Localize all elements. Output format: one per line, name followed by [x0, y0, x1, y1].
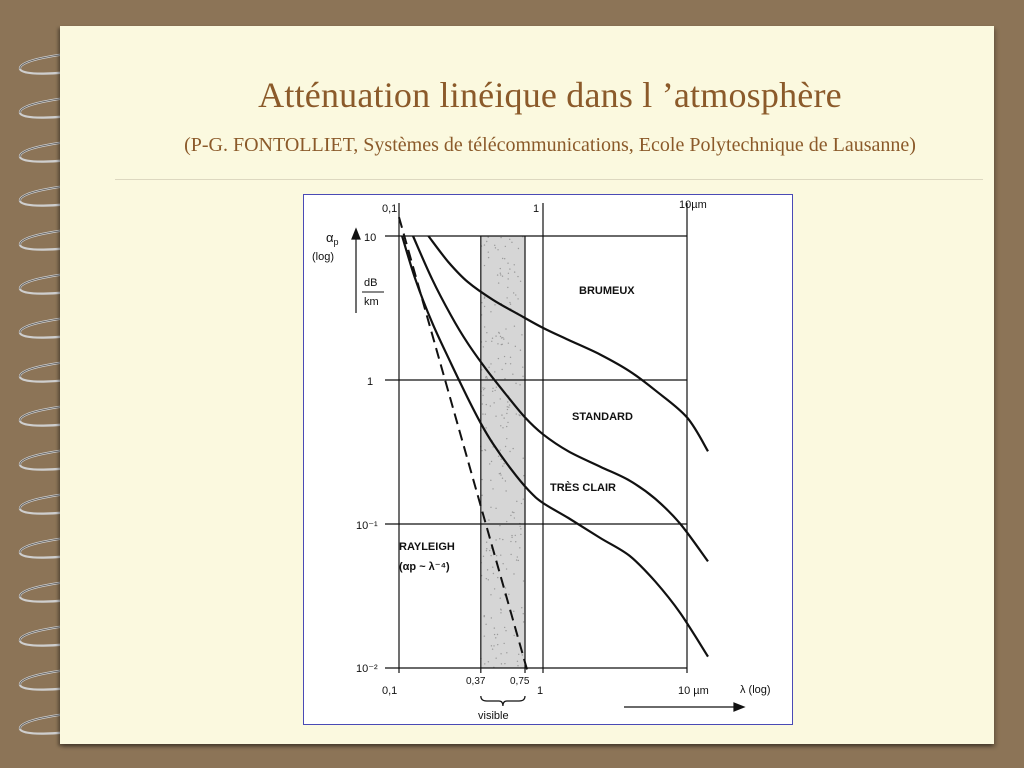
visible-band-texture [509, 404, 510, 405]
series-label-tres-clair: TRÈS CLAIR [550, 482, 616, 494]
visible-band-texture [497, 577, 498, 578]
visible-band-texture [500, 336, 501, 337]
visible-band-texture [490, 594, 491, 595]
visible-band-texture [508, 594, 509, 595]
visible-band-texture [521, 334, 522, 335]
slide-title: Atténuation linéique dans l ’atmosphère [258, 75, 842, 115]
visible-band-texture [515, 346, 516, 347]
visible-band-texture [488, 367, 489, 368]
visible-band-texture [515, 294, 516, 295]
visible-band-texture [494, 627, 495, 628]
visible-band-texture [499, 332, 500, 333]
visible-band-texture [484, 635, 485, 636]
visible-band-texture [500, 474, 501, 475]
visible-band-texture [495, 637, 496, 638]
visible-band-texture [485, 377, 486, 378]
visible-band-texture [501, 414, 502, 415]
visible-band-texture [502, 465, 503, 466]
visible-band-texture [503, 463, 504, 464]
visible-band-texture [502, 539, 503, 540]
visible-band-texture [510, 541, 511, 542]
visible-band-texture [484, 326, 485, 327]
x-axis-label: λ (log) [740, 684, 771, 696]
visible-band-texture [505, 446, 506, 447]
y-arrow-head [352, 229, 360, 239]
visible-band-texture [501, 344, 502, 345]
visible-band-texture [482, 403, 483, 404]
visible-band-texture [523, 458, 524, 459]
visible-band-texture [496, 555, 497, 556]
visible-band-texture [484, 388, 485, 389]
visible-band-texture [504, 378, 505, 379]
visible-band-texture [483, 389, 484, 390]
visible-band-texture [502, 563, 503, 564]
y-tick-10: 10 [364, 232, 377, 244]
visible-band-texture [506, 521, 507, 522]
visible-band-texture [523, 475, 524, 476]
visible-band-texture [501, 337, 502, 338]
visible-band-texture [519, 547, 520, 548]
visible-band-texture [482, 413, 483, 414]
visible-band-texture [481, 450, 482, 451]
visible-band-texture [507, 287, 508, 288]
visible-band-texture [500, 653, 501, 654]
visible-band-texture [500, 609, 501, 610]
visible-band-texture [512, 374, 513, 375]
visible-band-texture [517, 661, 518, 662]
visible-band-texture [505, 246, 506, 247]
visible-band-texture [510, 357, 511, 358]
visible-band-texture [505, 363, 506, 364]
visible-band-texture [491, 341, 492, 342]
visible-band-texture [517, 665, 518, 666]
visible-band-texture [490, 555, 491, 556]
visible-band-texture [518, 654, 519, 655]
visible-band-texture [486, 241, 487, 242]
visible-band-texture [494, 245, 495, 246]
series-label-standard: STANDARD [572, 411, 633, 423]
slide-subtitle: (P-G. FONTOLLIET, Systèmes de télécommunications, Ecole Polytechnique de Lausanne) [184, 134, 916, 156]
visible-band-texture [519, 526, 520, 527]
visible-band-texture [496, 387, 497, 388]
visible-band-texture [497, 274, 498, 275]
visible-band-texture [500, 274, 501, 275]
visible-band-texture [484, 449, 485, 450]
visible-band-texture [498, 358, 499, 359]
visible-band-texture [515, 541, 516, 542]
visible-band-texture [495, 415, 496, 416]
visible-band-texture [504, 627, 505, 628]
visible-band-texture [486, 404, 487, 405]
visible-band-texture [486, 332, 487, 333]
visible-band-texture [520, 534, 521, 535]
visible-band-texture [502, 478, 503, 479]
visible-band-texture [522, 376, 523, 377]
visible-band-texture [492, 566, 493, 567]
visible-band-texture [506, 297, 507, 298]
visible-band-texture [512, 448, 513, 449]
visible-band-texture [520, 528, 521, 529]
visible-band-texture [517, 298, 518, 299]
visible-band-texture [492, 388, 493, 389]
visible-band-texture [488, 237, 489, 238]
visible-band-texture [485, 341, 486, 342]
visible-band-texture [497, 634, 498, 635]
visible-band-texture [516, 559, 517, 560]
band-tick-1: 0,75 [510, 676, 530, 687]
visible-band-texture [507, 409, 508, 410]
visible-band-texture [510, 515, 511, 516]
visible-band-texture [523, 621, 524, 622]
visible-band-texture [488, 661, 489, 662]
visible-band-texture [500, 237, 501, 238]
visible-band-texture [492, 391, 493, 392]
visible-band-texture [485, 624, 486, 625]
visible-band-texture [514, 264, 515, 265]
visible-band-texture [481, 479, 482, 480]
visible-band-texture [500, 268, 501, 269]
visible-band-texture [523, 498, 524, 499]
visible-band-texture [505, 480, 506, 481]
visible-band-texture [507, 406, 508, 407]
visible-band-label: visible [478, 710, 509, 722]
visible-band-texture [516, 413, 517, 414]
visible-band-texture [499, 538, 500, 539]
visible-band-texture [490, 311, 491, 312]
visible-band-texture [509, 239, 510, 240]
top-tick-1: 1 [533, 203, 540, 215]
visible-band-texture [501, 663, 502, 664]
visible-band-texture [485, 414, 486, 415]
visible-band [481, 236, 525, 668]
visible-band-texture [508, 273, 509, 274]
visible-band-texture [520, 350, 521, 351]
visible-band-texture [516, 501, 517, 502]
visible-band-texture [483, 346, 484, 347]
series-label-brumeux: BRUMEUX [579, 285, 635, 297]
visible-band-texture [505, 328, 506, 329]
visible-band-texture [512, 511, 513, 512]
top-tick-0: 0,1 [382, 203, 398, 215]
visible-band-texture [483, 556, 484, 557]
visible-band-texture [494, 371, 495, 372]
visible-band-texture [492, 648, 493, 649]
visible-band-texture [493, 645, 494, 646]
visible-band-texture [491, 645, 492, 646]
visible-band-texture [517, 556, 518, 557]
visible-band-texture [490, 480, 491, 481]
y-axis-log-label: (log) [312, 251, 335, 263]
visible-band-texture [500, 458, 501, 459]
visible-band-texture [485, 427, 486, 428]
visible-band-texture [499, 449, 500, 450]
visible-band-texture [504, 356, 505, 357]
visible-band-texture [500, 425, 501, 426]
visible-band-texture [497, 249, 498, 250]
visible-band-texture [520, 281, 521, 282]
y-axis-label: $\alpha_p$ [326, 230, 339, 247]
visible-band-texture [500, 398, 501, 399]
visible-band-texture [519, 384, 520, 385]
visible-band-texture [513, 635, 514, 636]
visible-band-texture [500, 554, 501, 555]
visible-band-texture [509, 268, 510, 269]
visible-band-texture [488, 579, 489, 580]
visible-band-texture [502, 337, 503, 338]
visible-band-texture [502, 427, 503, 428]
visible-band-texture [486, 542, 487, 543]
visible-band-texture [490, 507, 491, 508]
visible-band-texture [484, 663, 485, 664]
visible-band-texture [500, 273, 501, 274]
visible-band-texture [506, 413, 507, 414]
visible-band-texture [522, 366, 523, 367]
visible-band-texture [495, 335, 496, 336]
y-tick-1: 1 [367, 376, 374, 388]
visible-band-texture [486, 548, 487, 549]
visible-band-texture [494, 304, 495, 305]
visible-band-texture [507, 422, 508, 423]
visible-band-texture [514, 271, 515, 272]
y-tick-0-1: 10⁻¹ [356, 520, 378, 532]
visible-band-texture [518, 248, 519, 249]
title-divider [115, 179, 983, 180]
visible-band-texture [488, 519, 489, 520]
visible-band-texture [505, 587, 506, 588]
visible-band-texture [521, 607, 522, 608]
visible-band-texture [484, 244, 485, 245]
visible-band-texture [507, 262, 508, 263]
visible-band-texture [517, 276, 518, 277]
attenuation-chart [303, 194, 793, 725]
visible-band-texture [493, 402, 494, 403]
visible-band-texture [513, 611, 514, 612]
series-line-brumeux [428, 236, 708, 451]
visible-band-texture [503, 643, 504, 644]
visible-band-texture [489, 463, 490, 464]
visible-band-texture [504, 663, 505, 664]
x-arrow-head [734, 703, 744, 711]
visible-band-texture [497, 343, 498, 344]
visible-band-texture [487, 377, 488, 378]
bottom-tick-0: 0,1 [382, 685, 398, 697]
bottom-tick-2: 10 µm [678, 685, 709, 697]
visible-band-texture [495, 539, 496, 540]
visible-band-texture [518, 414, 519, 415]
visible-band-texture [494, 588, 495, 589]
visible-band-texture [506, 652, 507, 653]
visible-band-texture [523, 580, 524, 581]
visible-band-texture [490, 405, 491, 406]
visible-band-texture [515, 535, 516, 536]
visible-band-texture [510, 363, 511, 364]
visible-band-texture [502, 276, 503, 277]
visible-band-texture [511, 535, 512, 536]
visible-band-texture [486, 578, 487, 579]
visible-band-texture [503, 338, 504, 339]
visible-band-texture [523, 613, 524, 614]
visible-band-texture [500, 612, 501, 613]
visible-band-texture [493, 573, 494, 574]
visible-band-texture [505, 490, 506, 491]
visible-band-texture [501, 369, 502, 370]
visible-band-texture [497, 644, 498, 645]
visible-band-texture [511, 537, 512, 538]
visible-band-texture [506, 438, 507, 439]
visible-band-texture [513, 292, 514, 293]
visible-band-texture [482, 387, 483, 388]
bottom-tick-1: 1 [537, 685, 544, 697]
band-tick-0: 0,37 [466, 676, 486, 687]
series-sublabel-rayleigh: (αp ~ λ⁻⁴) [399, 561, 450, 573]
visible-band-texture [522, 654, 523, 655]
visible-band-texture [507, 401, 508, 402]
visible-band-texture [513, 573, 514, 574]
visible-band-texture [489, 550, 490, 551]
visible-band-texture [484, 297, 485, 298]
visible-band-texture [521, 503, 522, 504]
chart-svg [304, 195, 794, 726]
visible-band-texture [509, 451, 510, 452]
visible-band-texture [495, 508, 496, 509]
visible-band-texture [491, 617, 492, 618]
visible-band-texture [488, 257, 489, 258]
visible-band-texture [505, 630, 506, 631]
series-line-tr-s-clair [402, 236, 708, 657]
visible-band-texture [509, 302, 510, 303]
visible-band-texture [514, 326, 515, 327]
y-unit-numerator: dB [364, 277, 378, 289]
visible-brace [481, 696, 525, 706]
visible-band-texture [498, 456, 499, 457]
visible-band-texture [500, 473, 501, 474]
visible-band-texture [492, 488, 493, 489]
visible-band-texture [511, 242, 512, 243]
y-unit-denominator: km [364, 296, 379, 308]
y-tick-0-01: 10⁻² [356, 663, 378, 675]
visible-band-texture [486, 376, 487, 377]
visible-band-texture [488, 251, 489, 252]
visible-band-texture [486, 550, 487, 551]
visible-band-texture [506, 426, 507, 427]
visible-band-texture [484, 306, 485, 307]
visible-band-texture [504, 258, 505, 259]
visible-band-texture [481, 495, 482, 496]
visible-band-texture [507, 278, 508, 279]
visible-band-texture [502, 258, 503, 259]
visible-band-texture [495, 247, 496, 248]
visible-band-texture [491, 461, 492, 462]
top-tick-2: 10µm [679, 199, 707, 211]
visible-band-texture [518, 560, 519, 561]
visible-band-texture [514, 517, 515, 518]
visible-band-texture [515, 383, 516, 384]
visible-band-texture [495, 658, 496, 659]
visible-band-texture [484, 265, 485, 266]
visible-band-texture [482, 395, 483, 396]
visible-band-texture [500, 598, 501, 599]
visible-band-texture [510, 554, 511, 555]
visible-band-texture [498, 282, 499, 283]
visible-band-texture [492, 338, 493, 339]
visible-band-texture [513, 512, 514, 513]
visible-band-texture [510, 304, 511, 305]
visible-band-texture [487, 569, 488, 570]
visible-band-texture [503, 417, 504, 418]
visible-band-texture [484, 616, 485, 617]
visible-band-texture [494, 634, 495, 635]
visible-band-texture [494, 390, 495, 391]
visible-band-texture [508, 342, 509, 343]
visible-band-texture [508, 407, 509, 408]
series-label-rayleigh: RAYLEIGH [399, 541, 455, 553]
visible-band-texture [490, 363, 491, 364]
visible-band-texture [499, 525, 500, 526]
visible-band-texture [506, 568, 507, 569]
